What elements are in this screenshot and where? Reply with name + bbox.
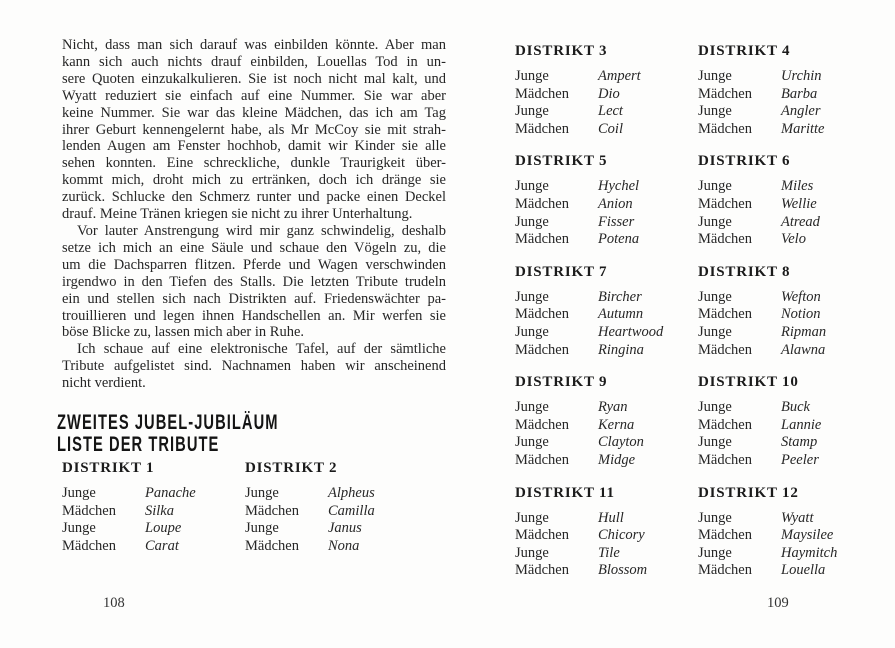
district-block (515, 263, 698, 359)
body-line: Wyatt reduziert sie einfach auf eine Nummer. Sie war aber (62, 87, 446, 104)
body-line: ihrer Geburt kennengelernt habe, als Mr McCoy sie mit strah- (62, 121, 446, 138)
tribute-gender-label: Mädchen (698, 527, 752, 544)
tribute-gender-label: Mädchen (515, 451, 569, 468)
tribute-name: Ampert (598, 68, 641, 84)
tribute-name: Wellie (781, 195, 817, 212)
body-text (62, 37, 446, 392)
tribute-name: Chicory (598, 527, 645, 544)
tribute-name: Ripman (781, 323, 827, 340)
section-heading-line1: ZWEITES JUBEL-JUBILÄUM (57, 411, 279, 434)
tribute-name: Midge (598, 451, 636, 468)
tribute-row (515, 231, 698, 249)
tribute-name: Buck (781, 399, 810, 416)
district-title: DISTRIKT 7 (515, 263, 608, 280)
tribute-gender-label: Mädchen (62, 537, 116, 554)
district-block (698, 373, 849, 469)
body-line: setze ich mich an eine Säule und schaue den Vögeln zu, die (62, 239, 446, 256)
tribute-row (698, 452, 849, 470)
tribute-row (698, 545, 849, 563)
tribute-gender-label: Mädchen (62, 502, 116, 519)
tribute-gender-label: Mädchen (245, 537, 299, 554)
districts-grid-right (515, 42, 849, 594)
body-line: Tribute aufgelistet sind. Nachnamen haben wir anscheinend (62, 358, 446, 375)
tribute-row (698, 527, 849, 545)
tribute-name: Anion (598, 195, 633, 212)
tribute-gender-label: Junge (515, 509, 549, 526)
page-number-right: 109 (767, 595, 789, 611)
tribute-name: Velo (781, 231, 806, 248)
body-line: irgendwo in den Tiefen des Stalls. Die letzten Tribute trudeln (62, 273, 446, 290)
tribute-gender-label: Junge (62, 520, 96, 537)
tribute-row (515, 86, 698, 104)
tribute-name: Urchin (781, 68, 822, 84)
body-line: trouillieren und legen ihnen Handschellen an. Mir werfen sie (62, 307, 446, 324)
tribute-name: Janus (328, 520, 362, 537)
tribute-gender-label: Mädchen (698, 306, 752, 323)
tribute-row (698, 196, 849, 214)
tribute-row (698, 214, 849, 232)
tribute-name: Stamp (781, 434, 818, 451)
tribute-gender-label: Junge (515, 544, 549, 561)
tribute-row (515, 289, 698, 307)
tribute-name: Blossom (598, 562, 648, 579)
tribute-row (62, 520, 245, 538)
tribute-gender-label: Mädchen (698, 562, 752, 579)
tribute-row (698, 103, 849, 121)
tribute-row (245, 520, 446, 538)
tribute-gender-label: Junge (515, 213, 549, 230)
tribute-gender-label: Junge (698, 399, 732, 416)
tribute-name: Nona (328, 537, 360, 554)
body-line: nicht verdient. (62, 375, 146, 392)
tribute-gender-label: Junge (698, 68, 732, 84)
district-block (515, 42, 698, 138)
body-line: kommt mich, droht mich zu ertränken, doch ich dränge sie (62, 172, 446, 189)
tribute-name: Camilla (328, 502, 375, 519)
tribute-row (698, 324, 849, 342)
district-title: DISTRIKT 12 (698, 484, 799, 501)
tribute-gender-label: Junge (245, 485, 279, 501)
district-title: DISTRIKT 6 (698, 153, 791, 170)
tribute-gender-label: Mädchen (515, 195, 569, 212)
tribute-name: Clayton (598, 434, 644, 451)
tribute-row (62, 503, 245, 521)
tribute-gender-label: Junge (698, 178, 732, 195)
tribute-gender-label: Junge (698, 434, 732, 451)
tribute-name: Heartwood (598, 323, 664, 340)
tribute-row (245, 538, 446, 556)
tribute-name: Maritte (781, 120, 825, 137)
tribute-row (515, 324, 698, 342)
tribute-name: Alawna (781, 341, 826, 358)
tribute-row (698, 562, 849, 580)
tribute-row (698, 121, 849, 139)
district-title: DISTRIKT 2 (245, 460, 338, 476)
tribute-gender-label: Mädchen (245, 502, 299, 519)
district-block (698, 484, 849, 580)
tribute-gender-label: Junge (515, 68, 549, 84)
tribute-row (698, 510, 849, 528)
tribute-gender-label: Mädchen (515, 562, 569, 579)
tribute-row (515, 121, 698, 139)
tribute-gender-label: Junge (515, 178, 549, 195)
tribute-row (515, 68, 698, 86)
tribute-gender-label: Mädchen (515, 306, 569, 323)
page-number-left: 108 (103, 595, 125, 611)
tribute-row (515, 196, 698, 214)
tribute-name: Notion (781, 306, 821, 323)
tribute-row (515, 342, 698, 360)
district-block (698, 42, 849, 138)
tribute-gender-label: Mädchen (515, 85, 569, 102)
tribute-row (515, 306, 698, 324)
tribute-row (245, 485, 446, 503)
district-block (515, 373, 698, 469)
district-title: DISTRIKT 9 (515, 374, 608, 391)
tribute-name: Peeler (781, 451, 819, 468)
tribute-name: Ryan (598, 399, 628, 416)
district-block (515, 484, 698, 580)
tribute-row (698, 417, 849, 435)
tribute-row (62, 538, 245, 556)
tribute-name: Wefton (781, 288, 821, 305)
tribute-row (698, 231, 849, 249)
section-heading (57, 412, 279, 456)
district-title: DISTRIKT 10 (698, 374, 799, 391)
tribute-row (698, 306, 849, 324)
section-heading-line2: LISTE DER TRIBUTE (57, 433, 220, 456)
tribute-gender-label: Mädchen (698, 231, 752, 248)
tribute-name: Wyatt (781, 509, 814, 526)
district-block (698, 152, 849, 248)
district-title: DISTRIKT 8 (698, 263, 791, 280)
district-title: DISTRIKT 4 (698, 43, 791, 59)
tribute-gender-label: Junge (698, 509, 732, 526)
tribute-gender-label: Junge (515, 323, 549, 340)
tribute-row (698, 342, 849, 360)
tribute-row (62, 485, 245, 503)
tribute-gender-label: Mädchen (515, 341, 569, 358)
tribute-row (698, 289, 849, 307)
tribute-row (698, 86, 849, 104)
tribute-name: Fisser (598, 213, 635, 230)
body-line: lenden Augen am Fenster hochhob, damit wir Kinder sie alle (62, 138, 446, 155)
tribute-gender-label: Mädchen (515, 527, 569, 544)
tribute-row (515, 527, 698, 545)
tribute-name: Potena (598, 231, 640, 248)
tribute-row (515, 399, 698, 417)
tribute-gender-label: Junge (515, 434, 549, 451)
districts-grid-left (62, 459, 446, 569)
tribute-row (698, 68, 849, 86)
tribute-name: Coil (598, 120, 623, 137)
tribute-name: Lect (598, 103, 623, 120)
tribute-gender-label: Junge (515, 288, 549, 305)
tribute-name: Atread (781, 213, 820, 230)
body-line: um die Dachsparren flitzen. Pferde und Wagen verschwinden (62, 256, 446, 273)
district-block (698, 263, 849, 359)
tribute-name: Panache (145, 485, 196, 501)
tribute-row (515, 562, 698, 580)
tribute-gender-label: Mädchen (698, 85, 752, 102)
tribute-row (515, 214, 698, 232)
tribute-gender-label: Mädchen (515, 416, 569, 433)
tribute-gender-label: Junge (698, 213, 732, 230)
body-line: sehen konnten. Eine schreckliche, dunkle Traurigkeit über- (62, 155, 446, 172)
tribute-gender-label: Mädchen (698, 416, 752, 433)
tribute-name: Angler (781, 103, 821, 120)
tribute-gender-label: Junge (245, 520, 279, 537)
tribute-row (515, 452, 698, 470)
tribute-name: Hychel (598, 178, 640, 195)
tribute-row (698, 399, 849, 417)
tribute-row (515, 510, 698, 528)
tribute-name: Alpheus (328, 485, 375, 501)
body-line: kann sich auch nichts drauf einbilden, Louellas Tod in un- (62, 53, 446, 70)
tribute-row (515, 103, 698, 121)
tribute-row (698, 178, 849, 196)
tribute-row (515, 178, 698, 196)
tribute-name: Autumn (598, 306, 644, 323)
body-line: Vor lauter Anstrengung wird mir ganz schwindelig, deshalb (77, 222, 446, 239)
tribute-gender-label: Junge (698, 544, 732, 561)
tribute-gender-label: Junge (62, 485, 96, 501)
tribute-row (515, 417, 698, 435)
tribute-gender-label: Mädchen (698, 195, 752, 212)
district-block (515, 152, 698, 248)
tribute-name: Tile (598, 544, 620, 561)
tribute-name: Miles (781, 178, 814, 195)
tribute-name: Haymitch (781, 544, 838, 561)
tribute-gender-label: Mädchen (698, 451, 752, 468)
tribute-name: Kerna (598, 416, 635, 433)
tribute-row (515, 545, 698, 563)
district-block (245, 459, 446, 555)
district-title: DISTRIKT 5 (515, 153, 608, 170)
body-line: böse Blicke zu, lassen mich aber in Ruhe. (62, 324, 305, 341)
tribute-gender-label: Mädchen (698, 341, 752, 358)
body-line: Ich schaue auf eine elektronische Tafel, auf der sämtliche (77, 341, 446, 358)
tribute-name: Hull (598, 509, 624, 526)
tribute-name: Lannie (781, 416, 822, 433)
district-title: DISTRIKT 1 (62, 460, 155, 476)
district-block (62, 459, 245, 555)
tribute-name: Carat (145, 537, 179, 554)
tribute-gender-label: Junge (698, 103, 732, 120)
body-line: keine Nummer. Sie war das kleine Mädchen, das ich am Tag (62, 104, 446, 121)
tribute-name: Loupe (145, 520, 182, 537)
tribute-name: Maysilee (781, 527, 834, 544)
tribute-row (515, 434, 698, 452)
tribute-gender-label: Mädchen (515, 120, 569, 137)
tribute-row (698, 434, 849, 452)
body-line: ein und stellen sich nach Distrikten auf. Friedenswächter pa- (62, 290, 446, 307)
tribute-name: Barba (781, 85, 818, 102)
body-line: Nicht, dass man sich darauf was einbilden könnte. Aber man (62, 37, 446, 53)
tribute-gender-label: Junge (698, 323, 732, 340)
body-line: drauf. Meine Tränen kriegen sie nicht zu ihrer Unterhaltung. (62, 206, 413, 223)
tribute-gender-label: Junge (698, 288, 732, 305)
body-line: sere Quoten einzukalkulieren. Sie ist noch nicht mal kalt, und (62, 70, 446, 87)
tribute-gender-label: Mädchen (698, 120, 752, 137)
tribute-gender-label: Junge (515, 103, 549, 120)
tribute-gender-label: Junge (515, 399, 549, 416)
tribute-name: Bircher (598, 288, 642, 305)
body-line: zurück. Schlucke den Schmerz runter und packe einen Deckel (62, 189, 446, 206)
tribute-gender-label: Mädchen (515, 231, 569, 248)
tribute-name: Dio (598, 85, 620, 102)
district-title: DISTRIKT 11 (515, 484, 615, 501)
tribute-row (245, 503, 446, 521)
tribute-name: Louella (781, 562, 826, 579)
district-title: DISTRIKT 3 (515, 43, 608, 59)
tribute-name: Ringina (598, 341, 644, 358)
tribute-name: Silka (145, 502, 174, 519)
